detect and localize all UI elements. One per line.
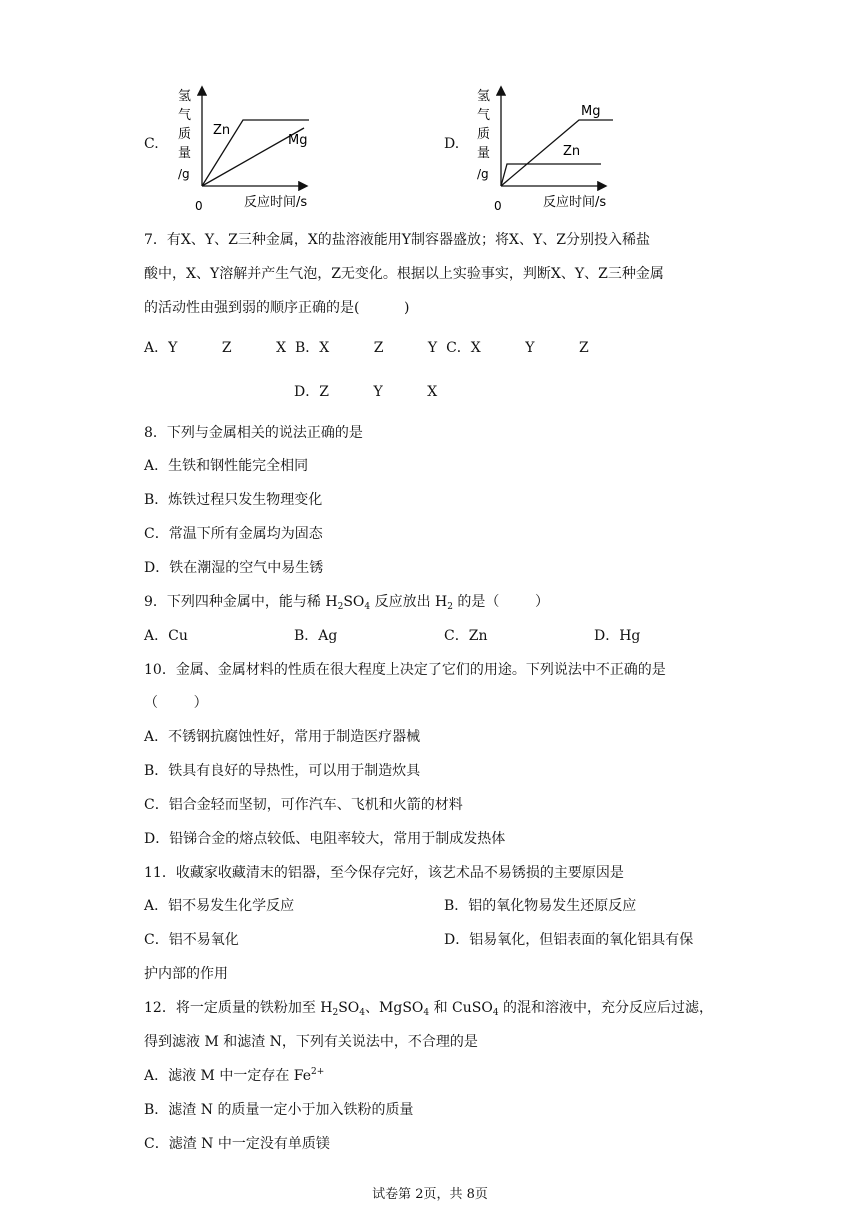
q7-line-1: 7．有X、Y、Z三种金属，X的盐溶液能用Y制容器盛放；将X、Y、Z分别投入稀盐 [144, 232, 650, 248]
ylabel-char: 气 [477, 108, 491, 123]
q7-options-row-2: D．Z Y X [294, 384, 438, 400]
chart-d [471, 82, 641, 217]
q9-stem: 9．下列四种金属中，能与稀 $H_2SO_4$ 反应放出 $H_2$ 的是（ ） [144, 594, 550, 612]
option-c-label: C. [144, 136, 159, 152]
ylabel-char: 氢 [477, 89, 491, 104]
q11-option-d-cont: 护内部的作用 [144, 966, 228, 982]
series-label-zn: Zn [563, 144, 581, 159]
q7-line-3: 的活动性由强到弱的顺序正确的是( ) [144, 300, 410, 316]
q10-line-1: 10．金属、金属材料的性质在很大程度上决定了它们的用途。下列说法中不正确的是 [144, 662, 666, 678]
ylabel-char: 气 [178, 108, 192, 123]
ylabel-char: 氢 [178, 89, 192, 104]
q10-option-a: A．不锈钢抗腐蚀性好，常用于制造医疗器械 [144, 729, 421, 745]
origin-label: 0 [195, 199, 203, 213]
ylabel-char: 量 [178, 146, 192, 161]
origin-label: 0 [494, 199, 502, 213]
q12-line-2: 得到滤液 M 和滤渣 N，下列有关说法中，不合理的是 [144, 1034, 478, 1050]
q7-options-row-1: A．Y Z X B．X Z Y C．X Y Z [144, 340, 589, 356]
chart-c [172, 82, 342, 217]
q11-stem: 11．收藏家收藏清末的铝器，至今保存完好，该艺术品不易锈损的主要原因是 [144, 865, 624, 881]
q11-option-d: D．铝易氧化，但铝表面的氧化铝具有保 [444, 932, 694, 948]
ylabel-char: /g [477, 167, 489, 181]
q8-option-b: B．炼铁过程只发生物理变化 [144, 492, 323, 508]
q9-option-b: B．Ag [294, 628, 338, 644]
q8-option-a: A．生铁和钢性能完全相同 [144, 458, 309, 474]
q8-option-d: D．铁在潮湿的空气中易生锈 [144, 560, 324, 576]
q11-option-b: B．铝的氧化物易发生还原反应 [444, 898, 637, 914]
ylabel-char: 质 [178, 127, 192, 142]
q9-option-d: D．Hg [594, 628, 641, 644]
series-line-mg [501, 120, 613, 186]
q8-stem: 8．下列与金属相关的说法正确的是 [144, 425, 363, 441]
q10-option-b: B．铁具有良好的导热性，可以用于制造炊具 [144, 763, 421, 779]
series-label-mg: Mg [288, 133, 308, 148]
xlabel: 反应时间/s [244, 195, 308, 210]
series-line-zn [501, 164, 601, 186]
q12-option-b: B．滤渣 N 的质量一定小于加入铁粉的质量 [144, 1102, 414, 1118]
page-footer: 试卷第 2页，共 8页 [372, 1187, 488, 1202]
q10-line-2: （ ） [144, 695, 208, 711]
q12-option-c: C．滤渣 N 中一定没有单质镁 [144, 1136, 330, 1152]
q11-option-a: A．铝不易发生化学反应 [144, 898, 295, 914]
q12-option-a: A．滤液 M 中一定存在 $Fe^{2+}$ [144, 1067, 325, 1084]
ylabel-char: /g [178, 167, 190, 181]
q8-option-c: C．常温下所有金属均为固态 [144, 526, 323, 542]
option-d-label: D. [444, 136, 460, 152]
q10-option-d: D．铅锑合金的熔点较低、电阻率较大，常用于制成发热体 [144, 831, 506, 847]
series-label-mg: Mg [581, 104, 601, 119]
series-label-zn: Zn [213, 123, 231, 138]
ylabel-char: 质 [477, 127, 491, 142]
q12-line-1: 12．将一定质量的铁粉加至 $H_2SO_4$、MgSO$_4$ 和 CuSO$_4$ 的混和溶液中，充分反应后过滤， [144, 1000, 714, 1018]
q9-option-a: A．Cu [144, 628, 188, 644]
q10-option-c: C．铝合金轻而坚韧，可作汽车、飞机和火箭的材料 [144, 797, 463, 813]
q9-option-c: C．Zn [444, 628, 488, 644]
ylabel-char: 量 [477, 146, 491, 161]
q11-option-c: C．铝不易氧化 [144, 932, 239, 948]
xlabel: 反应时间/s [543, 195, 607, 210]
q7-line-2: 酸中，X、Y溶解并产生气泡，Z无变化。根据以上实验事实，判断X、Y、Z三种金属 [144, 266, 664, 282]
